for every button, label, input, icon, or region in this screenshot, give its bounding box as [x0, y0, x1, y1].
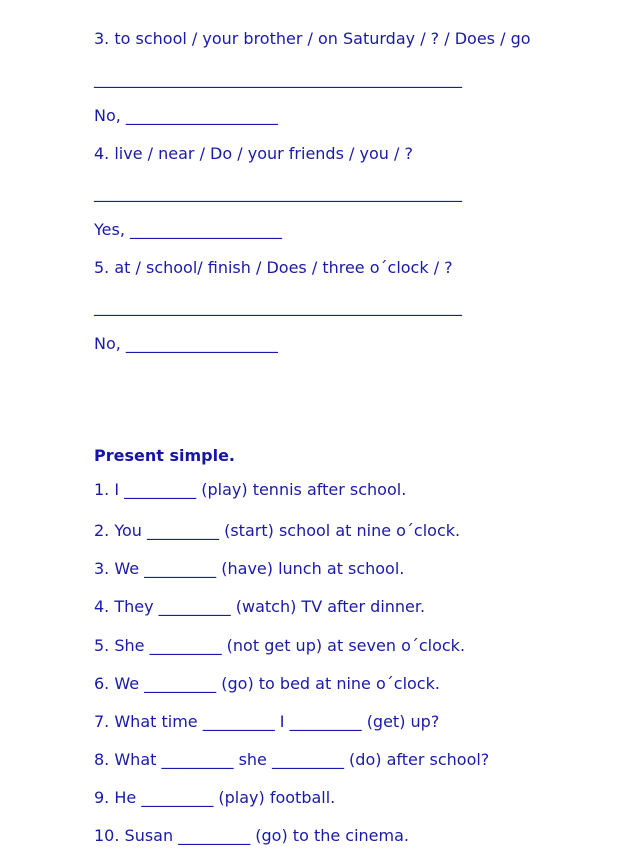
short-answer-5: No, ___________________: [94, 334, 278, 353]
exercise-item-7: 7. What time _________ I _________ (get) up?: [94, 712, 440, 731]
exercise-item-2: 2. You _________ (start) school at nine o´clock.: [94, 521, 461, 540]
short-answer-3: No, ___________________: [94, 106, 278, 125]
question-4-prompt: 4. live / near / Do / your friends / you / ?: [94, 144, 413, 163]
question-3-prompt: 3. to school / your brother / on Saturday / ? / Does / go: [94, 29, 531, 48]
answer-line-5: ______________________________________________: [94, 297, 462, 316]
question-5-prompt: 5. at / school/ finish / Does / three o´clock / ?: [94, 258, 453, 277]
answer-line-3: ______________________________________________: [94, 69, 462, 88]
exercise-item-6: 6. We _________ (go) to bed at nine o´clock.: [94, 674, 440, 693]
answer-line-4: ______________________________________________: [94, 183, 462, 202]
exercise-item-5: 5. She _________ (not get up) at seven o´clock.: [94, 636, 466, 655]
short-answer-4: Yes, ___________________: [94, 220, 282, 239]
exercise-item-8: 8. What _________ she _________ (do) after school?: [94, 750, 490, 769]
exercise-item-10: 10. Susan _________ (go) to the cinema.: [94, 826, 409, 845]
exercise-item-3: 3. We _________ (have) lunch at school.: [94, 559, 405, 578]
section-title: Present simple.: [94, 446, 235, 465]
exercise-item-9: 9. He _________ (play) football.: [94, 788, 336, 807]
exercise-item-4: 4. They _________ (watch) TV after dinner.: [94, 597, 426, 616]
exercise-item-1: 1. I _________ (play) tennis after school.: [94, 480, 407, 499]
